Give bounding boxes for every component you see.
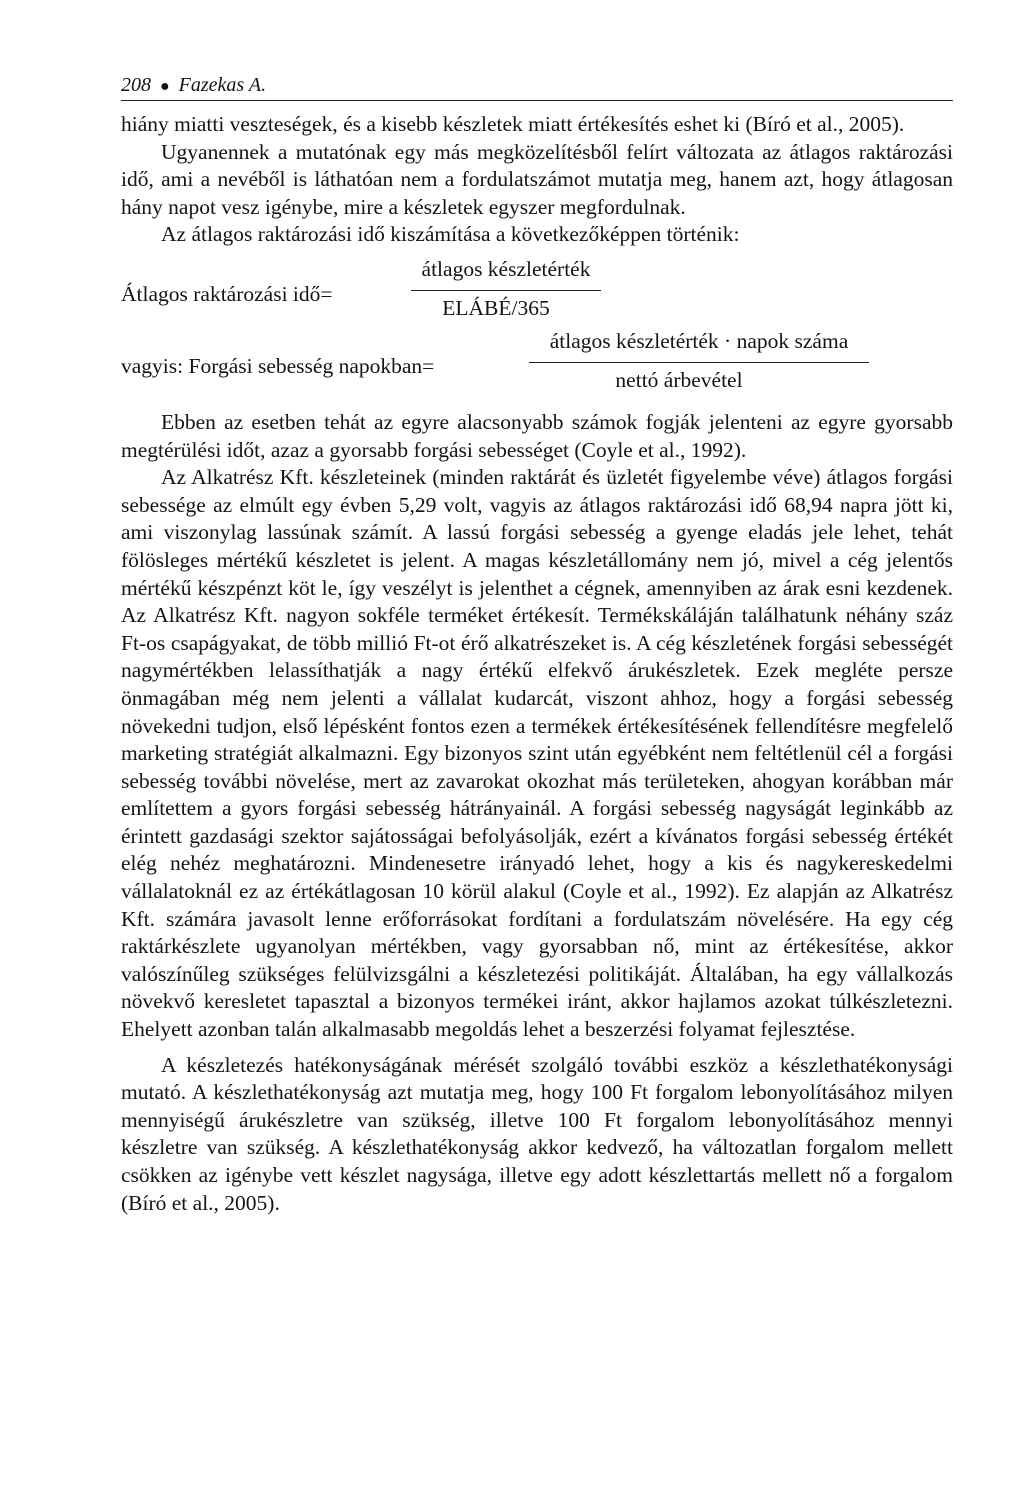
page-number: 208 — [121, 74, 151, 96]
paragraph-3: Az átlagos raktározási idő kiszámítása a következőképpen történik: — [161, 222, 740, 247]
formula-1-numerator: átlagos készletérték — [421, 256, 591, 281]
paragraph-6: A készletezés hatékonyságának mérését szolgáló további eszköz a készlethatékonysági mutató. A készlethatékonyság azt mutatja meg, hogy 100 Ft forgalom lebonyolításához milyen mennyiségű árukészletre van szükség, illetve 100 Ft forgalom lebonyolításához mennyi készletre van szükség. A készlethatékonyság akkor kedvező, ha változatlan forgalom mellett csökken az igénybe vett készlet nagysága, illetve egy adott készlettartás mellett nő a forgalom (Bíró et al., 2005). — [121, 1052, 953, 1215]
paragraph-1: hiány miatti veszteségek, és a kisebb készletek miatt értékesítés eshet ki (Bíró et al., 2005). — [121, 112, 905, 136]
page — [121, 70, 953, 1217]
formula-2-lhs: vagyis: Forgási sebesség napokban= — [121, 353, 435, 378]
paragraph-5: Az Alkatrész Kft. készleteinek (minden raktárát és üzletét figyelembe véve) átlagos forgási sebessége az elmúlt egy évben 5,29 volt, vagyis az átlagos raktározási idő 68,94 napra jött ki, ami viszonylag lassúnak számít. A lassú forgási sebesség a gyenge eladás jele lehet, tehát fölösleges mértékű készletet is jelent. A magas készletállomány nem jó, mivel a cég jelentős mértékű készpénzt köt le, így veszélyt is jelenthet a cégnek, amennyiben az árak esni kezdenek. Az Alkatrész Kft. nagyon sokféle terméket értékesít. Termékskáláján találhatunk néhány száz Ft-os csapágyakat, de több millió Ft-ot érő alkatrészeket is. A cég készletének forgási sebességét nagymértékben lelassíthatják a nagy értékű elfekvő árukészletek. Ezek megléte persze önmagában még nem jelenti a vállalat kudarcát, viszont ahhoz, hogy a forgási sebesség növekedni tudjon, első lépésként fontos ezen a termékek értékesítésének fellendítésre megfelelő marketing stratégiát alkalmazni. Egy bizonyos szint után egyébként nem feltétlenül cél a forgási sebesség további növelése, mert az zavarokat okozhat más területeken, ahogyan korábban már említettem a gyors forgási sebesség hátrányainál. A forgási sebesség nagyságát leginkább az érintett gazdasági szektor sajátosságai befolyásolják, ezért a kívánatos forgási sebesség értékét elég nehéz meghatározni. Mindenesetre irányadó lehet, hogy a kis és nagykereskedelmi vállalatoknál ez az értékátlagosan 10 körül alakul (Coyle et al., 1992). Ez alapján az Alkatrész Kft. számára javasolt lenne erőforrásokat fordítani a fordulatszám növelésére. Ha egy cég raktárkészlete ugyanolyan mértékben, vagy gyorsabban nő, mint az értékesítése, akkor valószínűleg szükséges felülvizsgálni a készletezési politikáját. Általában, ha egy vállalkozás növekvő keresletet tapasztal a bizonyos termékei iránt, akkor hajlamos azokat túlkészletezni. Ehelyett azonban talán alkalmasabb megoldás lehet a beszerzési folyamat fejlesztése. — [121, 465, 953, 1042]
running-header — [121, 70, 953, 100]
formula-1-fraction-bar — [411, 290, 601, 291]
formula-1-denominator: ELÁBÉ/365 — [442, 295, 550, 320]
paragraph-4: Ebben az esetben tehát az egyre alacsonyabb számok fogják jelenteni az egyre gyorsabb megtérülési időt, azaz a gyorsabb forgási sebességet (Coyle et al., 1992). — [121, 409, 953, 462]
formula-turnover-days — [121, 328, 953, 395]
formula-1-lhs: Átlagos raktározási idő= — [121, 281, 333, 306]
paragraph-2: Ugyanennek a mutatónak egy más megközelítésből felírt változata az átlagos raktározási idő, ami a nevéből is láthatóan nem a fordulatszámot mutatja meg, hanem azt, hogy átlagosan hány napot vesz igénybe, mire a készletek egyszer megfordulnak. — [121, 139, 953, 219]
formula-2-fraction-bar — [529, 362, 869, 363]
formula-2-numerator: átlagos készletérték · napok száma — [549, 328, 849, 353]
formula-2-denominator: nettó árbevétel — [615, 367, 743, 392]
author-name: Fazekas A. — [178, 74, 267, 96]
bullet-icon: ● — [160, 78, 170, 95]
formula-storage-time — [121, 256, 953, 323]
header-rule — [121, 100, 953, 101]
